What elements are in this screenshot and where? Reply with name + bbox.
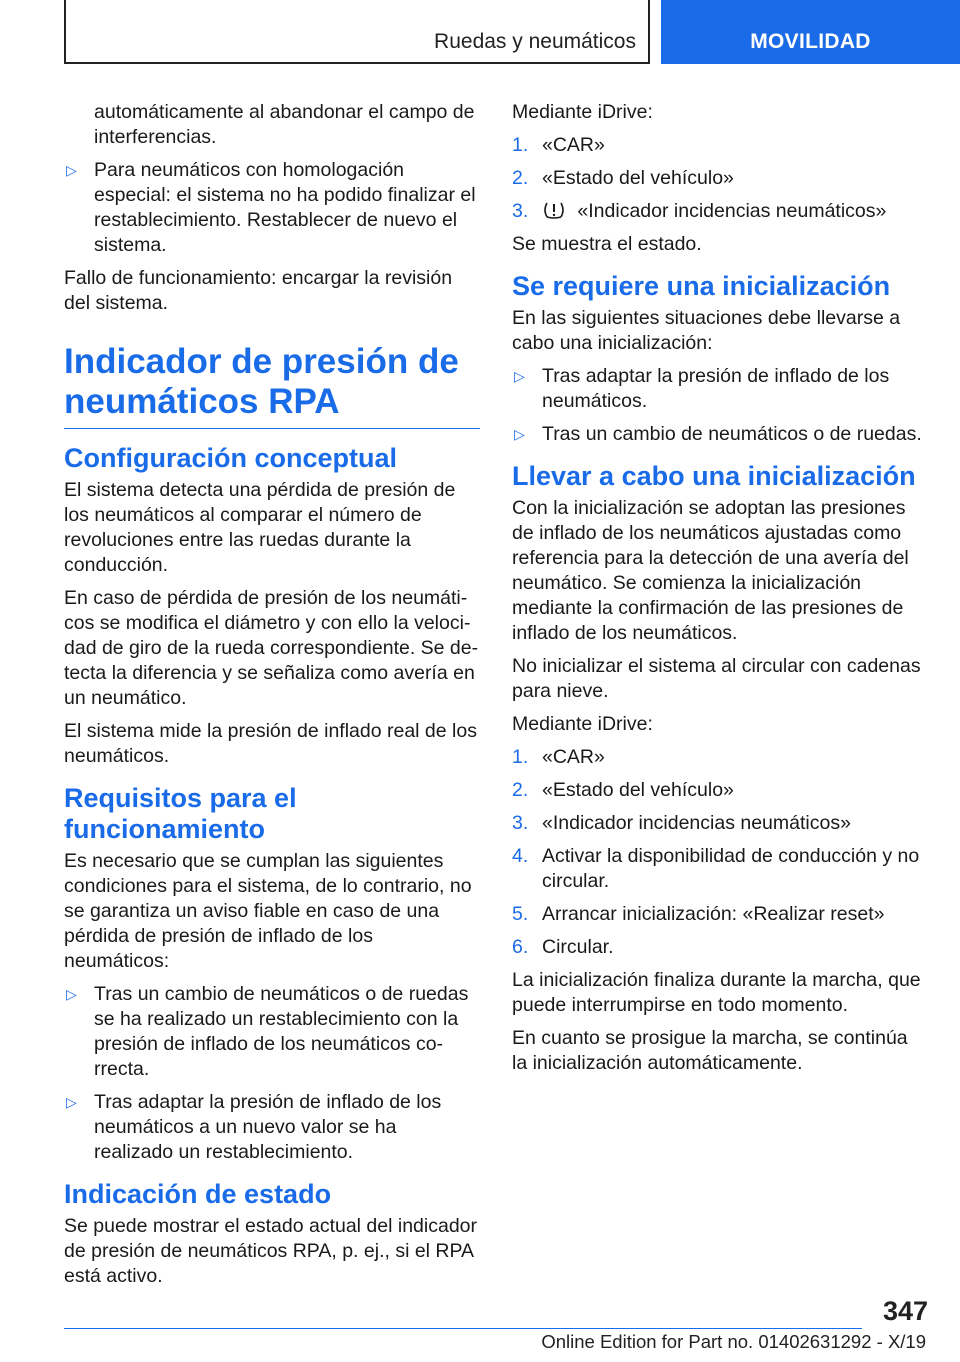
heading-indicacion: Indicación de estado xyxy=(64,1179,332,1209)
list-item-text: Tras un cambio de neumáticos o de ruedas se ha realizado un restablecimiento con la presión de inflado de los neumáticos correcta. xyxy=(94,983,469,1080)
paragraph: Es necesario que se cumplan las siguientes condiciones para el sistema, de lo contrario, no se garantiza un aviso fiable en caso de una pérdida de presión de inflado de los neumáticos: xyxy=(64,850,472,972)
triangle-bullet-icon: ▷ xyxy=(66,162,77,178)
triangle-bullet-icon: ▷ xyxy=(66,986,77,1002)
step-item xyxy=(512,133,928,158)
paragraph-fallo: Fallo de funcionamiento: encargar la revisión del sistema. xyxy=(64,267,453,314)
heading-requisitos: Requisitos para el funcionamiento xyxy=(64,783,297,844)
list-item-text: Para neumáticos con homologación especial: el sistema no ha podido finalizar el restablecimiento. Restablecer de nuevo el sistema. xyxy=(94,159,476,256)
step-item xyxy=(512,199,928,224)
list-item xyxy=(512,422,928,447)
step-item xyxy=(512,935,928,960)
step-number: 2. xyxy=(512,167,529,189)
list-item-text: Tras un cambio de neumáticos o de ruedas. xyxy=(542,423,922,445)
list-item xyxy=(64,1090,480,1165)
step-text: «CAR» xyxy=(542,746,605,768)
step-text: Circular. xyxy=(542,936,614,958)
triangle-bullet-icon: ▷ xyxy=(514,426,525,442)
step-number: 2. xyxy=(512,779,529,801)
paragraph: No inicializar el sistema al circular con cadenas para nieve. xyxy=(512,655,921,702)
paragraph: El sistema detecta una pérdida de presión de los neumáticos al comparar el número de revoluciones entre las ruedas durante la conducción. xyxy=(64,479,456,576)
step-text: Arrancar inicialización: «Realizar reset» xyxy=(542,903,885,925)
list-item xyxy=(64,158,480,258)
step-item xyxy=(512,745,928,770)
step-number: 1. xyxy=(512,134,529,156)
list-item xyxy=(512,364,928,414)
left-column xyxy=(64,100,480,1297)
bullet-list xyxy=(64,982,480,1165)
header-chapter-tab: MOVILIDAD xyxy=(661,0,960,64)
paragraph: La inicialización finaliza durante la marcha, que puede interrumpirse en todo momento. xyxy=(512,969,921,1016)
step-text: «Estado del vehículo» xyxy=(542,779,734,801)
paragraph: Se muestra el estado. xyxy=(512,233,702,255)
idrive-label: Mediante iDrive: xyxy=(512,713,653,735)
right-column xyxy=(512,100,928,1084)
step-number: 1. xyxy=(512,746,529,768)
heading-llevar-a-cabo: Llevar a cabo una inicialización xyxy=(512,461,916,491)
steps-list xyxy=(512,133,928,224)
paragraph: Con la inicialización se adoptan las presiones de inflado de los neumáticos ajustadas como referencia para la detección de una avería del neumático. Se comienza la inicialización mediante la confirmación de las presiones de inflado de los neumáticos. xyxy=(512,497,909,644)
triangle-bullet-icon: ▷ xyxy=(514,368,525,384)
bullet-list xyxy=(64,158,480,258)
idrive-label: Mediante iDrive: xyxy=(512,101,653,123)
tire-pressure-warning-icon xyxy=(542,201,566,219)
list-item-text: Tras adaptar la presión de inflado de los neumáticos. xyxy=(542,365,890,412)
paragraph: El sistema mide la presión de inflado real de los neumáticos. xyxy=(64,720,477,767)
footer-edition: Online Edition for Part no. 01402631292 - X/19 xyxy=(541,1331,926,1352)
step-number: 6. xyxy=(512,936,529,958)
heading-se-requiere: Se requiere una inicialización xyxy=(512,271,891,301)
list-item-text: Tras adaptar la presión de inflado de los neumáticos a un nuevo valor se ha realizado un restablecimiento. xyxy=(94,1091,442,1163)
continued-text: automáticamente al abandonar el campo de interferencias. xyxy=(94,101,475,148)
steps-list xyxy=(512,745,928,960)
triangle-bullet-icon: ▷ xyxy=(66,1094,77,1110)
header-section-title: Ruedas y neumáticos xyxy=(434,30,636,53)
step-item xyxy=(512,778,928,803)
step-item xyxy=(512,811,928,836)
section-title: Indicador de presión de neumáticos RPA xyxy=(64,342,480,429)
step-number: 3. xyxy=(512,812,529,834)
paragraph: Se puede mostrar el estado actual del indicador de presión de neumáticos RPA, p. ej., si el RPA está activo. xyxy=(64,1215,478,1287)
step-item xyxy=(512,166,928,191)
step-text: «Indicador incidencias neumáticos» xyxy=(577,200,887,222)
step-number: 4. xyxy=(512,845,529,867)
step-text: «CAR» xyxy=(542,134,605,156)
page-number: 347 xyxy=(882,1296,928,1326)
paragraph: En las siguientes situaciones debe llevarse a cabo una inicialización: xyxy=(512,307,901,354)
paragraph: En caso de pérdida de presión de los neumáticos se modifica el diámetro y con ello la velocidad de giro de la rueda correspondiente. Se detecta la diferencia y se señaliza como avería en un neumático. xyxy=(64,587,479,709)
step-item xyxy=(512,844,928,894)
step-text: «Estado del vehículo» xyxy=(542,167,734,189)
step-number: 3. xyxy=(512,200,529,222)
paragraph: En cuanto se prosigue la marcha, se continúa la inicialización automáticamente. xyxy=(512,1027,908,1074)
step-item xyxy=(512,902,928,927)
list-item xyxy=(64,982,480,1082)
footer-divider xyxy=(64,1328,862,1329)
bullet-list xyxy=(512,364,928,447)
step-number: 5. xyxy=(512,903,529,925)
heading-configuracion: Configuración conceptual xyxy=(64,443,398,473)
step-text: «Indicador incidencias neumáticos» xyxy=(542,812,851,834)
step-text: Activar la disponibilidad de conducción y no circular. xyxy=(542,845,920,892)
